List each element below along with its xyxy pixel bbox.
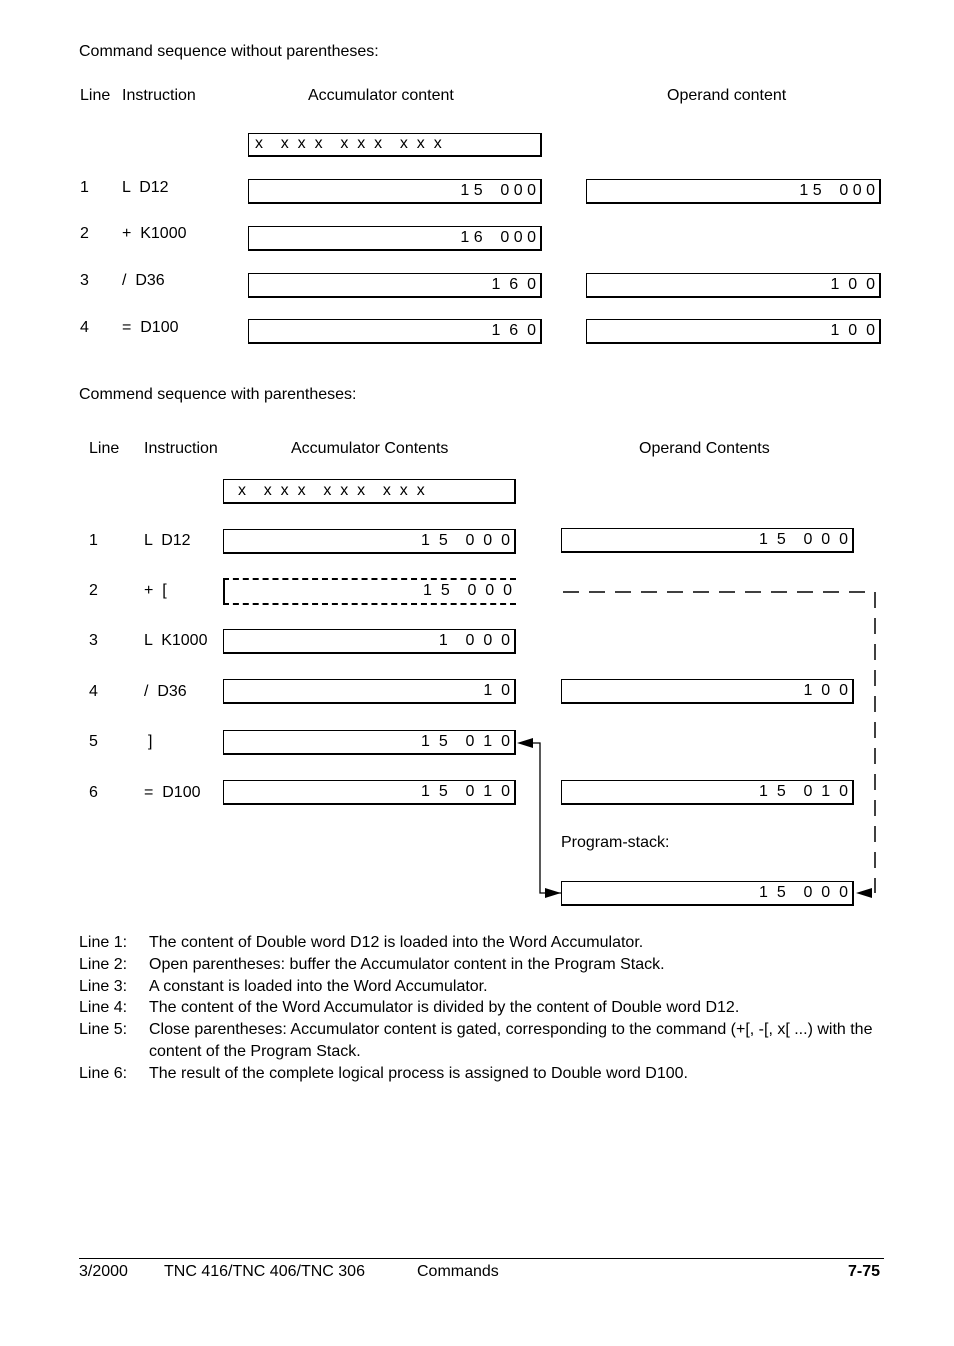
section2-row3-accumulator-value: 1 0 0 0 [438, 632, 510, 649]
pop-arrowhead-stack [545, 888, 561, 898]
note-line1-text: The content of Double word D12 is loaded into the Word Accumulator. [149, 934, 644, 951]
section2-row4-accumulator-value: 1 0 [483, 682, 510, 699]
section1-row3-instruction: / D36 [122, 272, 165, 289]
section2-row6-operand-value: 1 5 0 1 0 [759, 783, 848, 800]
section2-row4-instruction: / D36 [144, 683, 187, 700]
program-stack-label: Program-stack: [561, 834, 670, 851]
section1-heading: Command sequence without parentheses: [79, 43, 379, 60]
note-line2-label: Line 2: [79, 956, 128, 973]
footer-date: 3/2000 [79, 1263, 128, 1280]
section2-heading: Commend sequence with parentheses: [79, 386, 357, 403]
section1-row1-accumulator-value: 1 5 0 0 0 [460, 182, 536, 199]
section1-row2-line: 2 [80, 225, 89, 242]
section2-row2-accumulator-value: 1 5 0 0 0 [423, 582, 512, 599]
note-line1-label: Line 1: [79, 934, 128, 951]
section1-row1-instruction: L D12 [122, 179, 169, 196]
pop-arrowhead-row5 [517, 738, 533, 748]
section1-header-accumulator: Accumulator content [308, 87, 454, 104]
section1-row3-accumulator-value: 1 6 0 [491, 276, 536, 293]
section2-row3-instruction: L K1000 [144, 632, 208, 649]
section1-row4-instruction: = D100 [122, 319, 179, 336]
note-line5-label: Line 5: [79, 1021, 128, 1038]
section2-header-accumulator: Accumulator Contents [291, 440, 449, 457]
section2-row2-instruction: + [ [144, 582, 167, 599]
section2-header-line: Line [89, 440, 120, 457]
section2-header-operand: Operand Contents [639, 440, 770, 457]
section1-row4-operand-value: 1 0 0 [830, 322, 875, 339]
section2-row6-accumulator-value: 1 5 0 1 0 [421, 783, 510, 800]
section2-row5-line: 5 [89, 733, 98, 750]
section2-row3-line: 3 [89, 632, 98, 649]
section2-initial-accumulator-value: x x x x x x x x x x [238, 482, 425, 499]
section2-row1-accumulator-value: 1 5 0 0 0 [421, 532, 510, 549]
note-line5-text: Close parentheses: Accumulator content is gated, corresponding to the command (+[, -[, x[ ...) with the content of the Program Stack. [149, 1021, 873, 1060]
footer-divider [79, 1258, 884, 1259]
section2-row4-operand-value: 1 0 0 [803, 682, 848, 699]
push-arrowhead [856, 888, 872, 898]
footer-product: TNC 416/TNC 406/TNC 306 [164, 1263, 365, 1280]
section2-row1-operand-value: 1 5 0 0 0 [759, 531, 848, 548]
section1-row3-operand-value: 1 0 0 [830, 276, 875, 293]
note-line3-label: Line 3: [79, 978, 128, 995]
section1-header-line: Line [80, 87, 111, 104]
section1-row2-instruction: + K1000 [122, 225, 187, 242]
section1-header-operand: Operand content [667, 87, 787, 104]
section2-row4-line: 4 [89, 683, 98, 700]
section2-row6-instruction: = D100 [144, 784, 201, 801]
section2-row6-line: 6 [89, 784, 98, 801]
note-line6-label: Line 6: [79, 1065, 128, 1082]
note-line2-text: Open parentheses: buffer the Accumulator content in the Program Stack. [149, 956, 665, 973]
section2-row1-instruction: L D12 [144, 532, 191, 549]
section2-row2-line: 2 [89, 582, 98, 599]
section1-row4-line: 4 [80, 319, 89, 336]
section2-row5-accumulator-value: 1 5 0 1 0 [421, 733, 510, 750]
footer-page-number: 7-75 [847, 1263, 880, 1280]
program-stack-value: 1 5 0 0 0 [759, 884, 848, 901]
note-line6-text: The result of the complete logical process is assigned to Double word D100. [149, 1065, 688, 1082]
section1-row3-line: 3 [80, 272, 89, 289]
section2-row5-instruction: ] [148, 733, 153, 750]
note-line4-text: The content of the Word Accumulator is divided by the content of Double word D12. [149, 999, 740, 1016]
section2-row1-line: 1 [89, 532, 98, 549]
section1-initial-accumulator-value: x x x x x x x x x x [255, 135, 442, 152]
section1-row1-operand-value: 1 5 0 0 0 [799, 182, 875, 199]
section1-header-instruction: Instruction [122, 87, 196, 104]
section1-row1-line: 1 [80, 179, 89, 196]
section2-header-instruction: Instruction [144, 440, 218, 457]
note-line3-text: A constant is loaded into the Word Accumulator. [149, 978, 488, 995]
pop-solid-connector [530, 743, 561, 893]
note-line4-label: Line 4: [79, 999, 128, 1016]
section1-row4-accumulator-value: 1 6 0 [491, 322, 536, 339]
footer-section: Commands [417, 1263, 499, 1280]
push-dashed-connector [563, 592, 875, 893]
section1-row2-accumulator-value: 1 6 0 0 0 [460, 229, 536, 246]
